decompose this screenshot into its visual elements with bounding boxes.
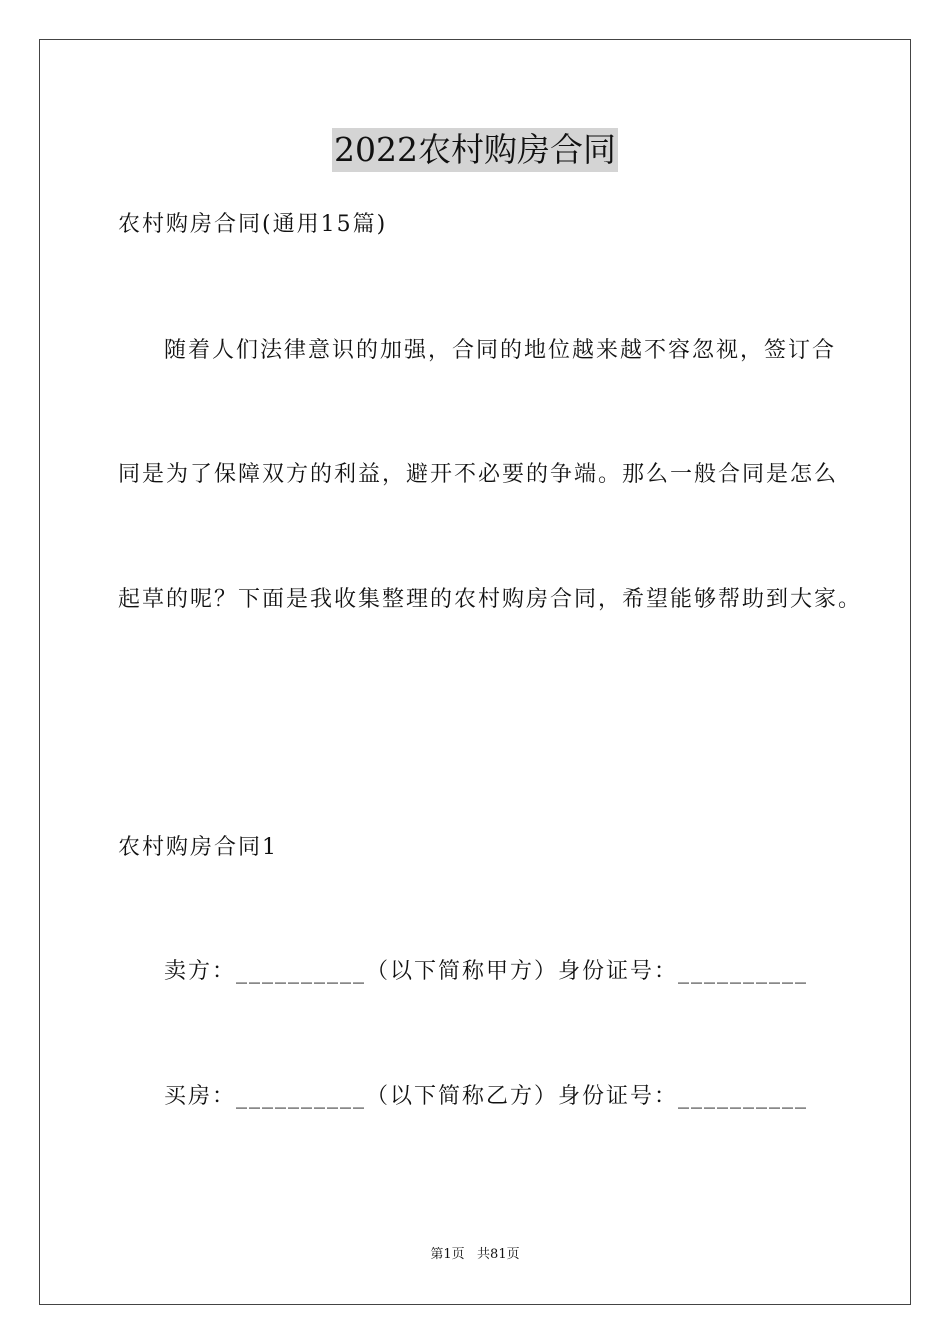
- page-footer: 第1页 共81页: [430, 1247, 520, 1262]
- section-heading: 农村购房合同1: [118, 835, 278, 860]
- intro-line-1: 随着人们法律意识的加强，合同的地位越来越不容忽视，签订合: [164, 338, 837, 363]
- document-subtitle: 农村购房合同(通用15篇): [118, 212, 388, 237]
- intro-line-3: 起草的呢？下面是我收集整理的农村购房合同，希望能够帮助到大家。: [118, 587, 863, 612]
- document-title: 2022农村购房合同: [332, 128, 618, 172]
- intro-line-2: 同是为了保障双方的利益，避开不必要的争端。那么一般合同是怎么: [118, 462, 839, 487]
- title-container: [0, 128, 950, 172]
- buyer-line: 买房：__________（以下简称乙方）身份证号：__________: [164, 1084, 809, 1109]
- seller-line: 卖方：__________（以下简称甲方）身份证号：__________: [164, 959, 809, 984]
